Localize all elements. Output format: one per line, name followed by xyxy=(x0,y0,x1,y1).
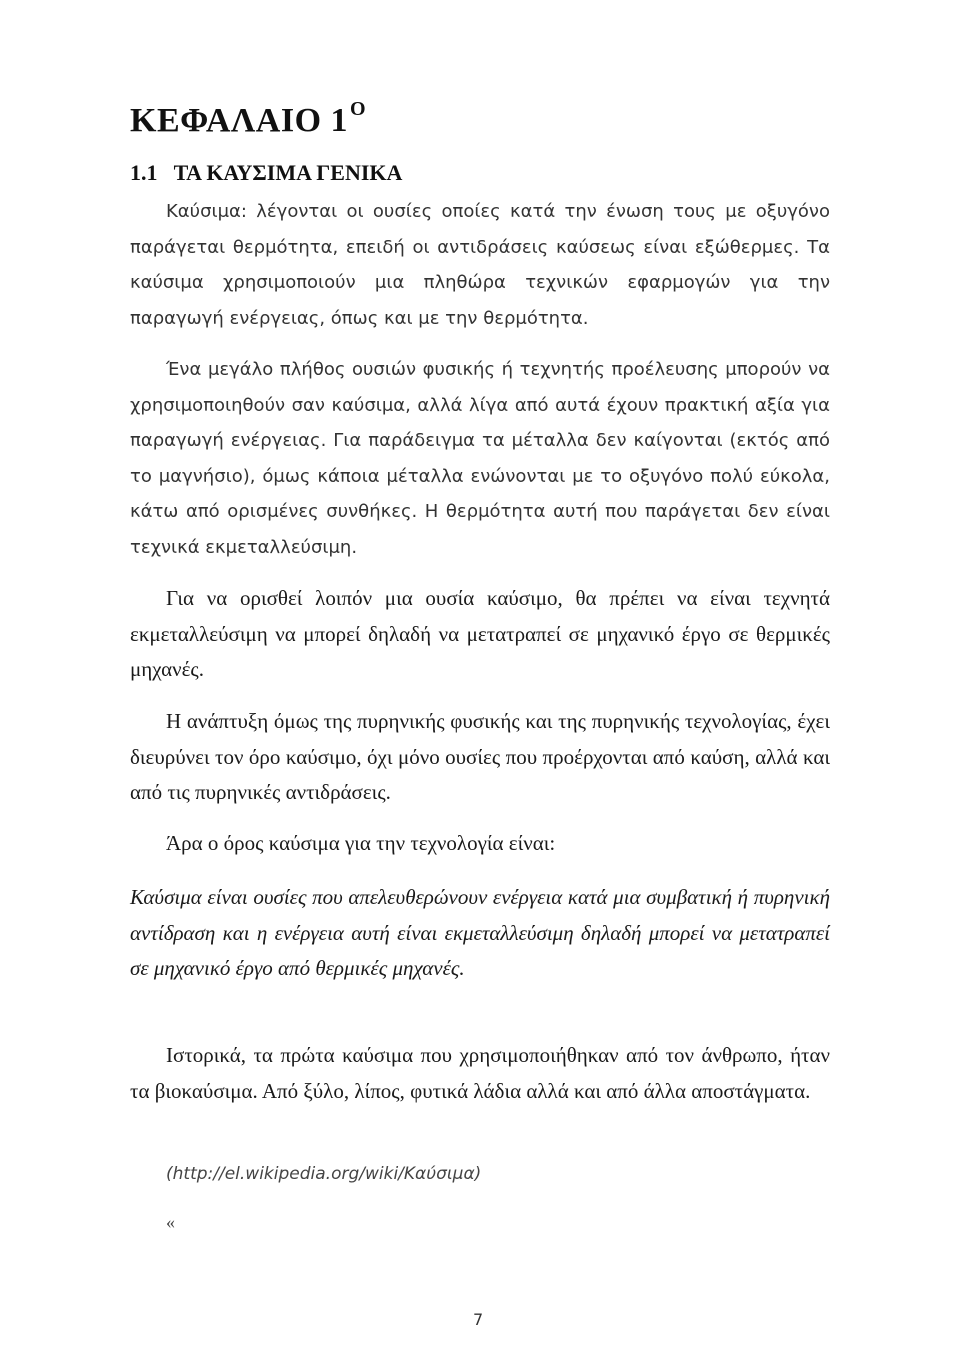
source-citation: (http://el.wikipedia.org/wiki/Καύσιμα) xyxy=(166,1164,482,1184)
paragraph-fuel-term: Καύσιμα είναι ουσίες που απελευθερώνουν ενέργεια κατά μια συμβατική ή πυρηνική αντίδραση και η ενέργεια αυτή είναι εκμεταλλεύσιμη δηλαδή μπορεί να μετατραπεί σε μηχανικό έργο από θερμικές μηχανές. xyxy=(130,885,830,980)
chapter-title: ΚΕΦΑΛΑΙΟ 1 xyxy=(130,102,349,139)
paragraph-history: Ιστορικά, τα πρώτα καύσιμα που χρησιμοποιήθηκαν από τον άνθρωπο, ήταν τα βιοκαύσιμα. Από ξύλο, λίπος, φυτικά λάδια αλλά και από άλλα αποστάγματα. xyxy=(130,1043,830,1103)
section-title: ΤΑ ΚΑΥΣΙΜΑ ΓΕΝΙΚΑ xyxy=(173,160,403,185)
paragraph-term-intro: Άρα ο όρος καύσιμα για την τεχνολογία είναι: xyxy=(166,831,556,855)
section-number: 1.1 xyxy=(130,160,158,185)
section-heading xyxy=(130,160,402,186)
page-number: 7 xyxy=(473,1310,484,1329)
paragraph-fuel-definition: Για να ορισθεί λοιπόν μια ουσία καύσιμο, θα πρέπει να είναι τεχνητά εκμεταλλεύσιμη να μπορεί δηλαδή να μετατραπεί σε μηχανικό έργο σε θερμικές μηχανές. xyxy=(130,586,830,681)
stray-mark: « xyxy=(166,1212,175,1232)
paragraph-substances: Ένα μεγάλο πλήθος ουσιών φυσικής ή τεχνητής προέλευσης μπορούν να χρησιμοποιηθούν σαν καύσιμα, αλλά λίγα από αυτά έχουν πρακτική αξία για παραγωγή ενέργειας. Για παράδειγμα τα μέταλλα δεν καίγονται (εκτός από το μαγνήσιο), όμως κάποια μέταλλα ενώνονται με το οξυγόνο πολύ εύκολα, κάτω από ορισμένες συνθήκες. Η θερμότητα αυτή που παράγεται δεν είναι τεχνικά εκμεταλλεύσιμη. xyxy=(130,359,830,558)
chapter-superscript: O xyxy=(350,98,367,120)
paragraph-nuclear: Η ανάπτυξη όμως της πυρηνικής φυσικής και της πυρηνικής τεχνολογίας, έχει διευρύνει τον όρο καύσιμο, όχι μόνο ουσίες που προέρχονται από καύση, αλλά και από τις πυρηνικές αντιδράσεις. xyxy=(130,709,830,804)
chapter-heading xyxy=(130,98,366,140)
paragraph-definition: Καύσιμα: λέγονται οι ουσίες οποίες κατά την ένωση τους με οξυγόνο παράγεται θερμότητα, επειδή οι αντιδράσεις καύσεως είναι εξώθερμες. Τα καύσιμα χρησιμοποιούν μια πληθώρα τεχνικών εφαρμογών για την παραγωγή ενέργειας, όπως και με την θερμότητα. xyxy=(130,201,830,329)
